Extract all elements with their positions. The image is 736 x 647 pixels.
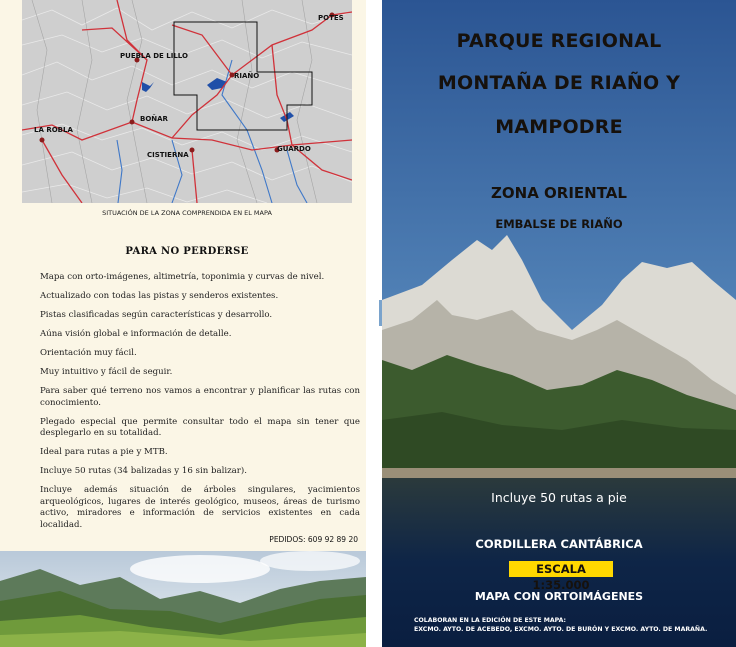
location-map: [22, 0, 352, 203]
feature-item: Mapa con orto-imágenes, altimetría, toponimia y curvas de nivel.: [40, 272, 325, 282]
orders-phone: PEDIDOS: 609 92 89 20: [269, 535, 358, 544]
map-caption: SITUACIÓN DE LA ZONA COMPRENDIDA EN EL MAPA: [102, 209, 272, 217]
map-label-guardo: GUARDO: [277, 145, 311, 153]
zone-subtitle: ZONA ORIENTAL: [491, 184, 627, 202]
dam-subtitle: EMBALSE DE RIAÑO: [495, 217, 623, 231]
cover-title-line: MAMPODRE: [495, 116, 623, 138]
map-type-label: MAPA CON ORTOIMÁGENES: [474, 590, 644, 603]
map-label-cistierna: CISTIERNA: [147, 151, 189, 159]
feature-item: Ideal para rutas a pie y MTB.: [40, 447, 168, 457]
feature-item: Orientación muy fácil.: [40, 348, 137, 358]
feature-item: Incluye además situación de árboles singulares, yacimientos arqueológicos, lugares de interés geológico, museos, áreas de turismo activo, miradores e información de servicios existentes en cada localidad.: [40, 485, 360, 530]
feature-item: Plegado especial que permite consultar todo el mapa sin tener que desplegarlo en su totalidad.: [40, 416, 360, 438]
collaborators-block: [414, 616, 734, 634]
feature-item: Actualizado con todas las pistas y senderos existentes.: [40, 291, 279, 301]
cordillera-label: CORDILLERA CANTÁBRICA: [475, 537, 643, 551]
feature-list: [40, 272, 360, 539]
cover-title-line: MONTAÑA DE RIAÑO Y: [437, 72, 681, 94]
feature-item: Aúna visión global e información de detalle.: [40, 329, 232, 339]
collaborators-list: EXCMO. AYTO. DE ACEBEDO, EXCMO. AYTO. DE BURÓN Y EXCMO. AYTO. DE MARAÑA.: [414, 626, 708, 633]
feature-item: Pistas clasificadas según características y desarrollo.: [40, 310, 273, 320]
valley-photo: [0, 551, 366, 647]
feature-item: Incluye 50 rutas (34 balizadas y 16 sin balizar).: [40, 466, 247, 476]
routes-tagline: Incluye 50 rutas a pie: [491, 490, 627, 505]
section-heading: PARA NO PERDERSE: [125, 246, 249, 257]
map-label-potes: POTES: [318, 14, 344, 22]
feature-item: Muy intuitivo y fácil de seguir.: [40, 367, 173, 377]
collaborators-title: COLABORAN EN LA EDICIÓN DE ESTE MAPA:: [414, 617, 567, 624]
relief-map-graphic: [22, 0, 352, 203]
feature-item: Para saber qué terreno nos vamos a encontrar y planificar las rutas con conocimiento.: [40, 386, 360, 408]
valley-photo-graphic: [0, 551, 366, 647]
scale-badge: ESCALA 1:35.000: [509, 561, 613, 577]
map-label-puebla-de-lillo: PUEBLA DE LILLO: [120, 52, 188, 60]
cover-title-line: PARQUE REGIONAL: [456, 30, 662, 52]
brochure-back-page: [0, 0, 366, 647]
map-label-bonar: BOÑAR: [140, 115, 168, 123]
map-label-riano: RIAÑO: [234, 72, 260, 80]
map-label-la-robla: LA ROBLA: [34, 126, 73, 134]
brochure-cover: [382, 0, 736, 647]
